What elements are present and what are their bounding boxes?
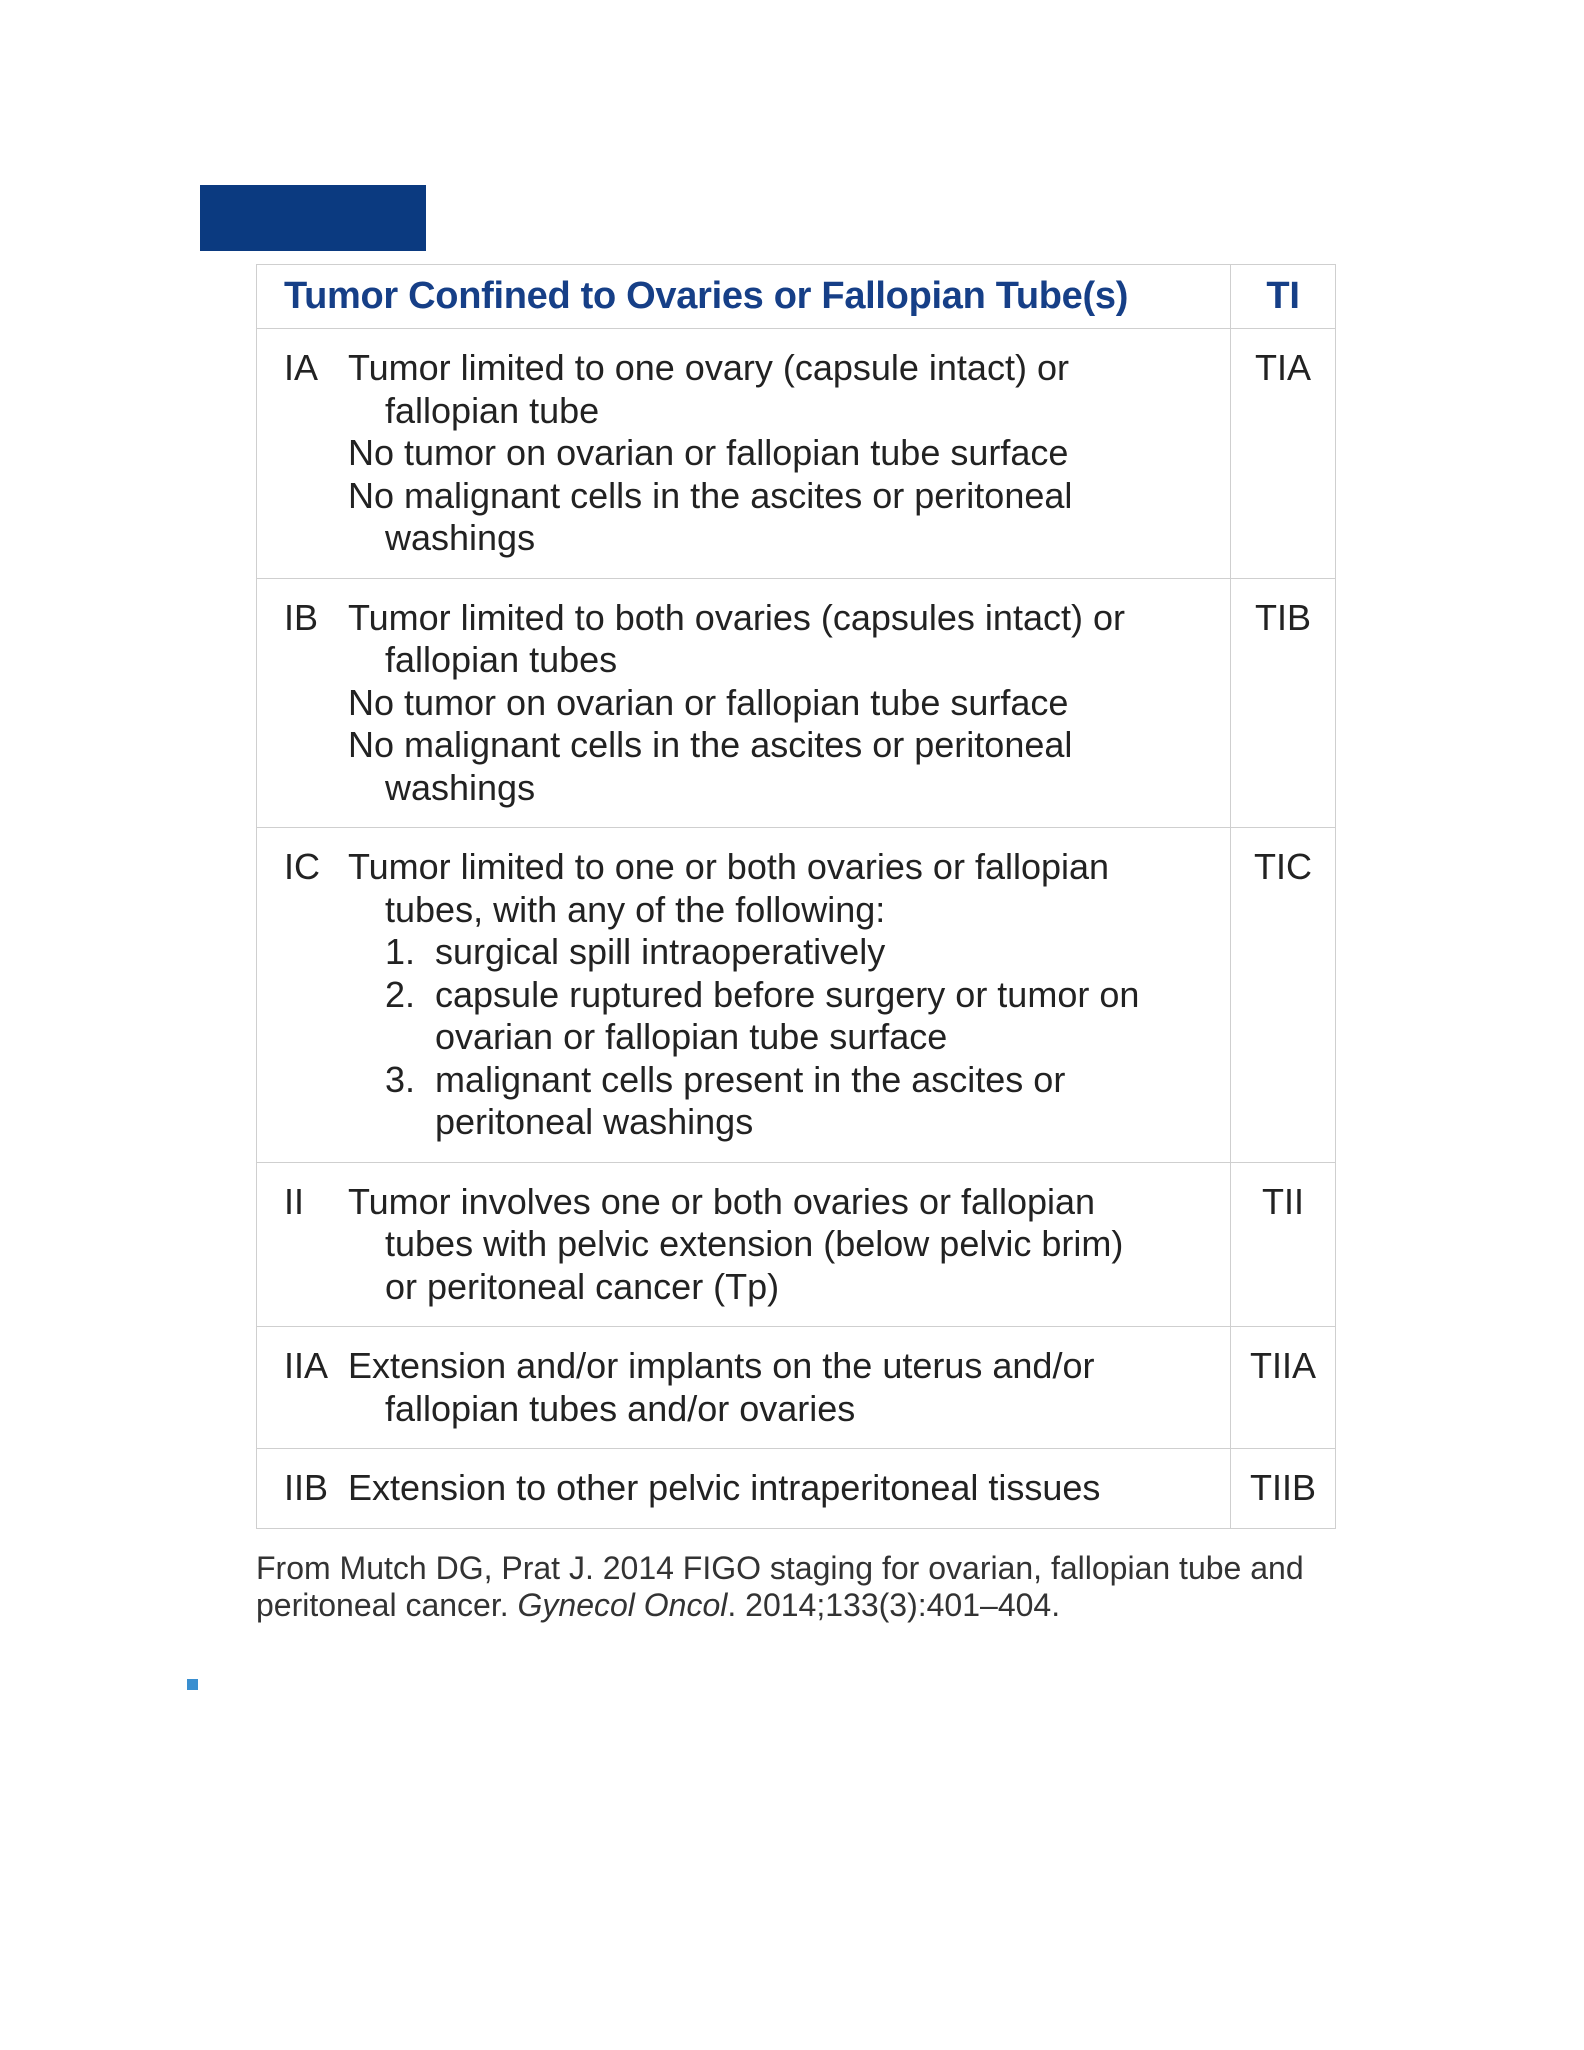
stage-description-cell xyxy=(257,578,1231,828)
list-number: 2. xyxy=(385,973,416,1015)
criteria-list xyxy=(348,931,1220,1144)
list-item xyxy=(385,974,1220,1059)
list-item xyxy=(385,1059,1220,1144)
stage-description-cell xyxy=(257,1327,1231,1449)
table-row xyxy=(257,828,1336,1163)
table-row xyxy=(257,1449,1336,1529)
table-header-t: TI xyxy=(1231,265,1336,329)
description-line: tubes with pelvic extension (below pelvic brim) xyxy=(385,1223,1124,1264)
t-category: TIA xyxy=(1231,329,1336,579)
table-header-title: Tumor Confined to Ovaries or Fallopian Tube(s) xyxy=(257,265,1231,329)
description-line: fallopian tubes xyxy=(385,639,618,680)
list-number: 1. xyxy=(385,931,416,972)
citation-text: From Mutch DG, Prat J. 2014 FIGO staging for ovarian, fallopian tube and peritoneal cancer. xyxy=(256,1550,1304,1623)
description-line: Tumor limited to one or both ovaries or fallopian xyxy=(348,846,1110,887)
t-category: TIC xyxy=(1231,828,1336,1163)
table-header-row xyxy=(257,265,1336,329)
description-line: No tumor on ovarian or fallopian tube surface xyxy=(348,681,1069,723)
stage-code: II xyxy=(284,1180,305,1222)
stage-code: IC xyxy=(284,846,320,887)
header-color-block xyxy=(200,185,426,251)
description-line: Tumor limited to both ovaries (capsules intact) or xyxy=(348,596,1125,638)
description-line: No malignant cells in the ascites or peritoneal xyxy=(348,724,1073,765)
stage-code: IIA xyxy=(284,1345,329,1386)
t-category: TII xyxy=(1231,1162,1336,1327)
stage-description xyxy=(348,846,1220,1144)
stage-description-cell xyxy=(257,828,1231,1163)
t-category: TIB xyxy=(1231,578,1336,828)
description-line: or peritoneal cancer (Tp) xyxy=(385,1265,780,1307)
stage-description xyxy=(348,1345,1220,1430)
description-line: fallopian tubes and/or ovaries xyxy=(385,1387,856,1429)
description-line: tubes, with any of the following: xyxy=(385,888,886,930)
stage-description xyxy=(348,347,1220,560)
description-line: Tumor involves one or both ovaries or fallopian xyxy=(348,1180,1096,1222)
table-row xyxy=(257,578,1336,828)
table-row xyxy=(257,1327,1336,1449)
description-line: Extension to other pelvic intraperitoneal tissues xyxy=(348,1467,1101,1508)
stage-description-cell xyxy=(257,329,1231,579)
citation-details: . 2014;133(3):401–404. xyxy=(727,1587,1061,1623)
t-category: TIIB xyxy=(1231,1449,1336,1529)
citation-journal: Gynecol Oncol xyxy=(517,1587,728,1623)
staging-table xyxy=(256,264,1336,1529)
description-line: Extension and/or implants on the uterus and/or xyxy=(348,1345,1095,1386)
description-line: No malignant cells in the ascites or peritoneal xyxy=(348,474,1073,516)
list-line: malignant cells present in the ascites or xyxy=(435,1058,1066,1100)
stage-description xyxy=(348,1467,1220,1510)
stage-code: IIB xyxy=(284,1467,329,1508)
stage-description-cell xyxy=(257,1162,1231,1327)
list-line: capsule ruptured before surgery or tumor on xyxy=(435,973,1140,1015)
list-line: peritoneal washings xyxy=(435,1101,754,1142)
description-line: washings xyxy=(385,517,536,558)
list-line: surgical spill intraoperatively xyxy=(435,931,886,972)
stage-code: IB xyxy=(284,596,319,638)
t-category: TIIA xyxy=(1231,1327,1336,1449)
description-line: washings xyxy=(385,766,536,808)
table-row xyxy=(257,329,1336,579)
stage-description-cell xyxy=(257,1449,1231,1529)
stage-code: IA xyxy=(284,347,319,388)
stage-description xyxy=(348,597,1220,810)
list-line: ovarian or fallopian tube surface xyxy=(435,1016,948,1057)
description-line: Tumor limited to one ovary (capsule intact) or xyxy=(348,347,1069,388)
stage-description xyxy=(348,1181,1220,1309)
source-citation xyxy=(256,1550,1346,1624)
list-item xyxy=(385,931,1220,974)
list-number: 3. xyxy=(385,1058,416,1100)
square-bullet-icon xyxy=(187,1679,198,1690)
description-line: No tumor on ovarian or fallopian tube surface xyxy=(348,432,1069,473)
table-row xyxy=(257,1162,1336,1327)
description-line: fallopian tube xyxy=(385,389,600,431)
